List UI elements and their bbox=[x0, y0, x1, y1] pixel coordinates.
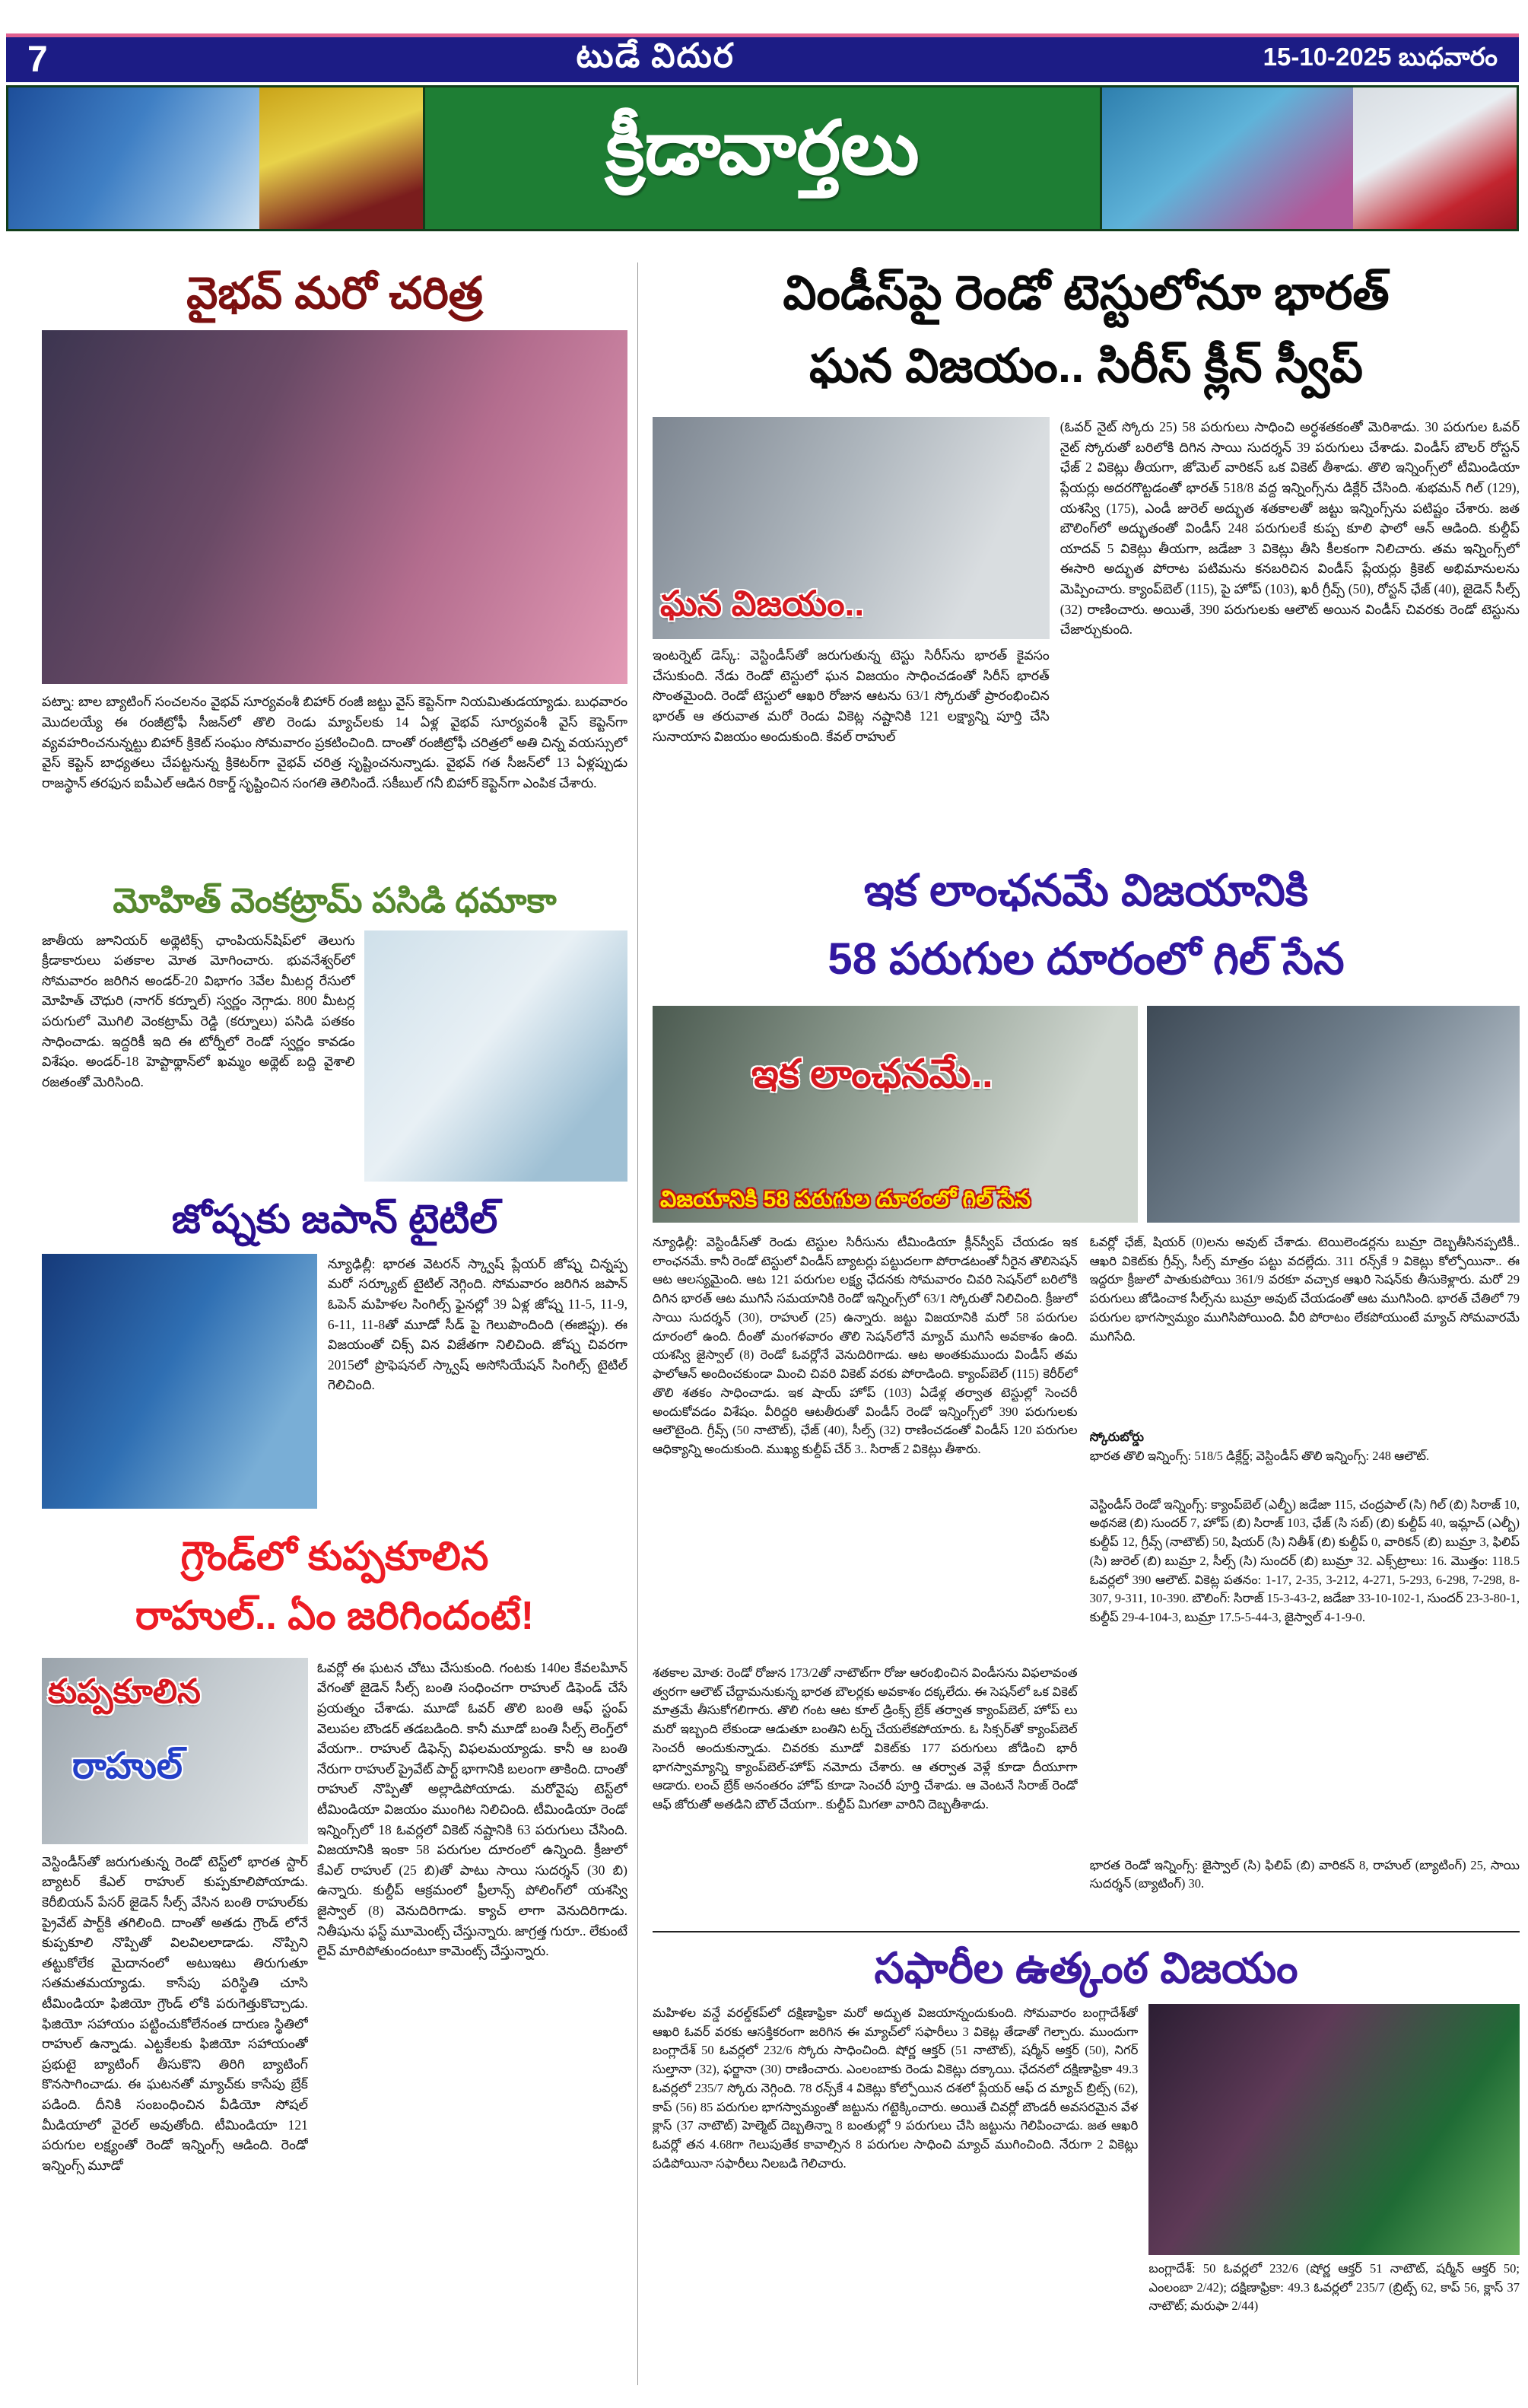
vaibhav-headline: వైభవ్ మరో చరిత్ర bbox=[186, 269, 483, 318]
gill-dressing-room-photo bbox=[1147, 1006, 1520, 1223]
vaibhav-body: పట్నా: బాల బ్యాటింగ్ సంచలనం వైభవ్ సూర్యవంశీ బిహార్ రంజీ జట్టు వైస్ కెప్టెన్‌గా నియమితుడయ్యాడు. బుధవారం మొదలయ్యే ఈ రంజీట్రోఫీ సీజన్‌లో తొలి రెండు మ్యాచ్‌లకు 14 ఏళ్ల వైభవ్ సూర్యవంశీ వైస్ కెప్టెన్‌గా వ్యవహరించనున్నట్టు బిహార్ క్రికెట్ సంఘం సోమవారం ప్రకటించింది. దాంతో రంజీట్రోఫీ చరిత్రలో అతి చిన్న వయస్సులో వైస్ కెప్టెన్ బాధ్యతలు చేపట్టనున్న క్రికెటర్‌గా వైభవ్ చరిత్ర సృష్టించనున్నాడు. వైభవ్ గత సీజన్‌లో 13 ఏళ్లప్పుడు రాజస్థాన్ తరఫున ఐపీఎల్ ఆడిన రికార్డ్ సృష్టించిన సంగతి తెలిసిందే. సకీబుల్ గనీ బిహార్ కెప్టెన్‌గా ఎంపిక చేశారు. bbox=[42, 694, 627, 790]
right-column-group bbox=[653, 257, 1520, 2331]
windies-photo-caption: ఘన విజయం.. bbox=[660, 584, 865, 624]
scoreboard-line3: భారత రెండో ఇన్నింగ్స్: జైస్వాల్ (సి) ఫిలిప్ (బి) వారికన్ 8, రాహుల్ (బ్యాటింగ్) 25, సాయి సుదర్శన్ (బ్యాటింగ్) 30. bbox=[1089, 1857, 1520, 1891]
windies-body-col2: (ఓవర్ నైట్ స్కోరు 25) 58 పరుగులు సాధించి అర్ధశతకంతో మెరిశాడు. 30 పరుగుల ఓవర్ నైట్ స్కోరుతో బరిలోకి దిగిన సాయి సుదర్శన్ 39 పరుగులు చేశాడు. విండీస్ బౌలర్ రోస్టన్ ఛేజ్ 2 వికెట్లు తీయగా, జోమెల్ వారికన్ ఒక వికెట్ తీశాడు. తొలి ఇన్నింగ్స్‌లో టీమిండియా ప్లేయర్లు అదరగొట్టడంతో భారత్ 518/8 వద్ద ఇన్నింగ్స్‌ను డిక్లేర్ చేసింది. శుభమన్ గిల్ (129), యశస్వి (175), ఎండీ జురెల్ అద్భుత శతకాలతో జట్టు ఇన్నింగ్స్‌ను పటిష్టం చేశారు. జత బౌలింగ్‌లో అద్భుతంతో విండీస్ 248 పరుగులకే కుప్ప కూలి ఫాలో ఆన్ ఆడింది. కుల్దీప్ యాదవ్ 5 వికెట్లు తీయగా, జడేజా 3 వికెట్లు తీసి కీలకంగా నిలిచారు. తమ ఇన్నింగ్స్‌లో ఈసారి అద్భుత పోరాట పటిమను కనబరిచిన విండీస్ ప్లేయర్లు క్రికెట్ అభిమానులను మెప్పించారు. క్యాంప్‌బెల్ (115), పై హోప్ (103), ఖరీ గ్రీవ్స్ (50), రోస్టన్ ఛేజ్ (40), జైడెన్ సీల్స్ (32) రాణించారు. అయితే, 390 పరుగులకు ఆలౌట్ అయిన విండీస్ చివరకు రెండో టెస్టును చేజార్చుకుంది. bbox=[1059, 419, 1520, 638]
india-team-walkback-photo bbox=[653, 1006, 1138, 1223]
rahul-photo bbox=[42, 1658, 308, 1844]
scoreboard-line2: వెస్టిండీస్ రెండో ఇన్నింగ్స్: క్యాంప్‌బెల్ (ఎల్బీ) జడేజా 115, చంద్రపాల్ (సి) గిల్ (బి) సిరాజ్ 10, అథనజె (బి) సుందర్ 7, హోప్ (బి) సిరాజ్ 103, ఛేజ్ (సి సబ్) (బి) కుల్దీప్ 40, ఇమ్లాచ్ (ఎల్బీ) కుల్దీప్ 12, గ్రీవ్స్ (నాటౌట్) 50, షియర్ (సి) నితీశ్ (బి) కుల్దీప్ 0, వారికన్ (బి) బుమ్రా 3, ఫిలిప్ (సి) జురెల్ (బి) బుమ్రా 2, సీల్స్ (సి) సుందర్ (బి) బుమ్రా 32. ఎక్స్‌ట్రాలు: 16. మొత్తం: 118.5 ఓవర్లలో 390 ఆలౌట్. వికెట్ల పతనం: 1-17, 2-35, 3-212, 4-271, 5-293, 6-298, 7-298, 8-307, 9-311, 10-390. బౌలింగ్: సిరాజ్ 15-3-43-2, జడేజా 33-10-102-1, సుందర్ 23-3-80-1, కుల్దీప్ 29-4-104-3, బుమ్రా 17.5-5-44-3, జైస్వాల్ 4-1-9-0. bbox=[1089, 1497, 1520, 1625]
safari-celebration-photo bbox=[1148, 2004, 1520, 2255]
mohith-body: జాతీయ జూనియర్ అథ్లెటిక్స్ ఛాంపియన్‌షిప్‌లో తెలుగు క్రీడాకారులు పతకాల మోత మోగించారు. భువనేశ్వర్‌లో సోమవారం జరిగిన అండర్-20 విభాగం 3వేల మీటర్ల రేసులో మోహిత్ చౌధురి (నాగర్ కర్నూల్) స్వర్ణం నెగ్గాడు. 800 మీటర్ల పరుగులో మొగిలి వెంకట్రామ్ రెడ్డి (కర్నూలు) పసిడి పతకం సాధించాడు. ఇద్దరికీ ఇది ఈ టోర్నీలో రెండో స్వర్ణం కావడం విశేషం. అండర్-18 హెప్టాథ్లాన్‌లో ఖమ్మం అథ్లెట్ బద్ది వైశాలి రజతంతో మెరిసింది. bbox=[42, 932, 355, 1089]
safari-headline: సఫారీల ఉత్కంఠ విజయం bbox=[874, 1943, 1298, 1992]
rahul-photo-overlay-line2: రాహుల్ bbox=[72, 1745, 183, 1786]
windies-headline-line1: విండీస్‌పై రెండో టెస్టులోనూ భారత్ bbox=[783, 267, 1390, 320]
joshna-body: న్యూఢిల్లీ: భారత వెటరన్ స్క్వాష్ ప్లేయర్ జోష్న చిన్నప్ప మరో సర్క్యూట్ టైటిల్ నెగ్గింది. సోమవారం జరిగిన జపాన్ ఓపెన్ మహిళల సింగిల్స్ ఫైనల్లో 39 ఏళ్ల జోష్న 11-5, 11-9, 6-11, 11-8తో మూడో సీడ్ పై గెలుపొందింది (ఈజిప్షు). ఈ విజయంతో చిక్స్ విన విజేతగా నిలిచింది. జోష్న చివరగా 2015లో ప్రొఫెషనల్ స్క్వాష్ అసోసియేషన్ సింగిల్స్ టైటిల్ గెలిచింది. bbox=[327, 1255, 627, 1393]
windies-headline bbox=[653, 257, 1520, 403]
windies-body-col1: ఇంటర్నెట్ డెస్క్: వెస్టిండీస్‌తో జరుగుతున్న టెస్టు సిరీస్‌ను భారత్ కైవసం చేసుకుంది. నేడు రెండో టెస్టులో ఘన విజయం సాధించడంతో సిరీస్ భారత్ సొంతమైంది. రెండో టెస్టులో ఆఖరి రోజున ఆటను 63/1 స్కోరుతో ప్రారంభించిన భారత్ ఆ తరువాత మరో రెండు వికెట్ల నష్టానికి 121 లక్ష్యాన్ని పూర్తి చేసి సునాయాస విజయం అందుకుంది. కేవల్ రాహుల్ bbox=[653, 647, 1050, 744]
gill-photo-caption-line2: విజయానికి 58 పరుగుల దూరంలో గిల్ సేన bbox=[660, 1186, 1031, 1212]
page-header bbox=[6, 33, 1519, 82]
gill-headline-line2: 58 పరుగుల దూరంలో గిల్ సేన bbox=[828, 934, 1345, 985]
kabaddi-court-photo bbox=[1102, 87, 1353, 229]
gill-headline-line1: ఇక లాంఛనమే విజయానికి bbox=[863, 866, 1309, 916]
sports-banner bbox=[6, 85, 1519, 231]
cricket-celebration-photo bbox=[8, 87, 259, 229]
vaibhav-photo bbox=[42, 330, 627, 684]
windies-headline-line2: ఘన విజయం.. సిరీస్ క్లీన్ స్వీప్ bbox=[808, 340, 1364, 393]
masthead-title: టుడే విదుర bbox=[576, 37, 735, 75]
gill-photo-caption-line1: ఇక లాంఛనమే.. bbox=[751, 1051, 993, 1096]
column-divider bbox=[637, 262, 638, 2385]
rahul-headline-line2: రాహుల్.. ఏం జరిగిందంటే! bbox=[135, 1593, 535, 1638]
joshna-headline: జోష్నకు జపాన్ టైటిల్ bbox=[171, 1197, 498, 1242]
mohith-headline: మోహిత్ వెంకట్రామ్ పసిడి ధమాకా bbox=[113, 881, 557, 921]
left-column bbox=[42, 268, 627, 2312]
batsmen-celebration-photo bbox=[653, 417, 1050, 639]
page-number: 7 bbox=[27, 40, 48, 80]
rahul-headline-line1: గ్రౌండ్‌లో కుప్పకూలిన bbox=[180, 1534, 489, 1579]
scoreboard-title: స్కోరుబోర్డు bbox=[1089, 1429, 1144, 1444]
scoreboard-line1: భారత తొలి ఇన్నింగ్స్: 518/5 డిక్లేర్డ్; వెస్టిండీస్ తొలి ఇన్నింగ్స్: 248 ఆలౌట్. bbox=[1089, 1448, 1430, 1463]
safari-body: మహిళల వన్డే వరల్డ్‌కప్‌లో దక్షిణాఫ్రికా మరో అద్భుత విజయాన్నందుకుంది. సోమవారం బంగ్లాదేశ్‌తో ఆఖరి ఓవర్ వరకు ఆసక్తికరంగా జరిగిన ఈ మ్యాచ్‌లో సఫారీలు 3 వికెట్ల తేడాతో గెల్చారు. ముందుగా బంగ్లాదేశ్ 50 ఓవర్లలో 232/6 స్కోరు సాధించింది. షోర్ణ ఆక్తర్ (51 నాటౌట్), షర్మీన్ అక్తర్ (50), నిగర్ సుల్తానా (32), ఫర్జానా (30) రాణించారు. ఎంలంబాకు రెండు వికెట్లు దక్కాయి. ఛేదనలో దక్షిణాఫ్రికా 49.3 ఓవర్లలో 235/7 స్కోరు నెగ్గింది. 78 రన్స్‌కే 4 వికెట్లు కోల్పోయిన దశలో ప్లేయర్ ఆఫ్ ద మ్యాచ్ బ్రిట్స్ (62), కాప్ (56) 85 పరుగుల భాగస్వామ్యంతో జట్టును గట్టెక్కించారు. అయితే చివర్లో బౌండరీ అవసరమైన వేళ క్లాస్ (37 నాటౌట్) హెల్మెట్ దెబ్బతిన్నా 8 బంతుల్లో 9 పరుగులు చేసి జట్టును గెలిపించాడు. జత ఆఖరి ఓవర్లో తన 4.68గా గెలుపుతేక కావాల్సిన 8 పరుగుల సాధించి మ్యాచ్ ముగించింది. నేరుగా 2 వికెట్లు పడిపోయినా సఫారీలు నిలబడి గెలిచారు. bbox=[653, 2005, 1139, 2171]
date-line: 15-10-2025 బుధవారం bbox=[1263, 42, 1498, 71]
safari-photo-caption: బంగ్లాదేశ్: 50 ఓవర్లలో 232/6 (షోర్ణ ఆక్తర్ 51 నాటౌట్, షర్మీన్ ఆక్తర్ 50; ఎంలంబా 2/42); దక్షిణాఫ్రికా: 49.3 ఓవర్లలో 235/7 (బ్రిట్స్ 62, కాప్ 56, క్లాస్ 37 నాటౌట్; మరుఫా 2/44) bbox=[1148, 2260, 1520, 2314]
gill-body-col3: ఓవర్లో ఛేజ్, షియర్ (0)లను అవుట్ చేశాడు. టెయిలెండర్లను బుమ్రా దెబ్బతీసినప్పటికీ.. ఆఖరి వికెట్‌కు గ్రీవ్స్, సీల్స్ మాత్రం పట్టు వదల్లేదు. 311 రన్స్‌కే 9 వికెట్లు కోల్పోయినా.. ఈ ఇద్దరూ క్రీజులో పాతుకుపోయి 361/9 వరకూ వచ్చాక ఆఖరి సెషన్‌కు తీసుకెళ్లారు. మరో 29 పరుగులు జోడించాక సీల్స్‌ను బుమ్రా అవుట్ చేయడంతో ఆట ముగిసింది. భారత్ చేతిలో 79 పరుగుల భాగస్వామ్యం ముగిసిపోయింది. వీరి పోరాటం లేకపోయుంటే మ్యాచ్ సోమవారమే ముగిసేది. bbox=[1089, 1234, 1520, 1344]
athletics-medalists-photo bbox=[364, 930, 628, 1182]
kabaddi-match-photo bbox=[259, 87, 423, 229]
rahul-body-col2: ఓవర్లో ఈ ఘటన చోటు చేసుకుంది. గంటకు 140ల కేవలపిూన్ వేగంతో జైడెన్ సీల్స్ బంతి సంధించగా రాహుల్ డిఫెండ్ చేసే ప్రయత్నం చేశాడు. మూడో ఓవర్ తొలి బంతి ఆఫ్ స్టంప్ వెలుపల బౌండర్ తడబడింది. కానీ మూడో బంతి సీల్స్ లెంగ్త్‌లో వేయగా.. రాహుల్ డిఫెన్స్ విఫలమయ్యాడు. కానీ ఆ బంతి నేరుగా రాహుల్ ప్రైవేట్ పార్ట్ భాగానికి బలంగా తాకింది. దాంతో రాహుల్ నొప్పితో అల్లాడిపోయాడు. మరోవైపు టెస్ట్‌లో టీమిండియా విజయం ముంగిట నిలిచింది. టీమిండియా రెండో ఇన్నింగ్స్‌లో 18 ఓవర్లలో వికెట్ నష్టానికి 63 పరుగులు చేసింది. విజయానికి ఇంకా 58 పరుగుల దూరంలో ఉన్నింది. క్రీజులో కేఎల్ రాహుల్ (25 బి)తో పాటు సాయి సుదర్శన్ (30 బి) ఉన్నారు. కుల్దీప్ ఆక్రమంలో ఫ్రీలాన్స్ పోలింగ్‌లో యశస్వి జైస్వాల్ (8) వెనుదిరిగాడు. క్యాచ్ లాగా వెనుదిరిగాడు. నితీషును ఫస్ట్ మూమెంట్స్ చేస్తున్నారు. జాగ్రత్త గురూ.. లేకుంటే లైవ్ మారిపోతుందంటూ కామెంట్స్ చేస్తున్నారు. bbox=[316, 1659, 627, 1959]
badminton-player-photo bbox=[1353, 87, 1517, 229]
banner-title: క్రీడావార్తలు bbox=[605, 108, 920, 190]
gill-body-col1: న్యూఢిల్లీ: వెస్టిండీస్‌తో రెండు టెస్టుల సిరీసును టీమిండియా క్లీన్‌స్వీప్ చేయడం ఇక లాంఛనమే. కానీ రెండో టెస్టులో విండీస్ బ్యాటర్లు పట్టుదలగా పోరాడటంతో నీరైన తొలిసెషన్ ఆట ఆలస్యమైంది. ఆట 121 పరుగుల లక్ష్య ఛేదనకు సోమవారం చివరి సెషన్‌లో బరిలోకి దిగిన భారత్ ఆట ముగిసే సమయానికి రెండో ఇన్నింగ్స్‌లో 63/1 స్కోరుతో నిలిచింది. క్రీజులో సాయి సుదర్శన్ (30), రాహుల్ (25) ఉన్నారు. జట్టు విజయానికి మరో 58 పరుగుల దూరంలో ఉంది. దీంతో మంగళవారం తొలి సెషన్‌లోనే మ్యాచ్ ముగిసే అవకాశం ఉంది. యశస్వి జైస్వాల్ (8) రెండో ఓవర్లోనే వెనుదిరిగాడు. ఆట అంతకుముందు విండీస్ తమ ఫాలోఆన్ అందించకుండా మించి చివరి వికెట్ వరకు పోరాడింది. క్యాంప్‌బెల్ (115) కెరీర్‌లో తొలి శతకం సాధించాడు. ఇక షాయ్ హోప్ (103) ఏడేళ్ల తర్వాత టెస్టుల్లో సెంచరీ అందుకోవడం విశేషం. వీరిద్దరి ఆటతీరుతో విండీస్ రెండో ఇన్నింగ్స్‌లో 390 పరుగులకు ఆలౌటైంది. గ్రీవ్స్ (50 నాటౌట్), ఛేజ్ (40), సీల్స్ (32) రాణించడంతో విండీస్ 120 పరుగుల ఆధిక్యాన్ని అందుకుంది. ముఖ్య కుల్దీప్ చేర్ 3.. సిరాజ్ 2 వికెట్లు తీశారు. bbox=[653, 1234, 1078, 1457]
banner-title-box bbox=[423, 87, 1102, 229]
rahul-body-col1: వెస్టిండీస్‌తో జరుగుతున్న రెండో టెస్ట్‌లో భారత స్టార్ బ్యాటర్ కేఎల్ రాహుల్ కుప్పకూలిపోయాడు. కెరీబియన్ పేసర్ జైడెన్ సీల్స్ వేసిన బంతి రాహుల్‌కు ప్రైవేట్ పార్ట్‌కి తగిలింది. దాంతో అతడు గ్రౌండ్ లోనే కుప్పకూలి నొప్పితో విలవిలలాడాడు. నొప్పిని తట్టుకోలేక మైదానంలో అటుఇటు తిరుగుతూ సతమతమయ్యాడు. కాసేపు పరిస్థితి చూసి టీమిండియా ఫిజియో గ్రౌండ్ లోకి పరుగెత్తుకొచ్చాడు. ఫిజియో సహాయం పట్టించుకోలేనంత దారుణ స్థితిలో రాహుల్ ఉన్నాడు. ఎట్టకేలకు ఫిజియో సహాయంతో ప్రభుటై బ్యాటింగ్ తీసుకొని తిరిగి బ్యాటింగ్ కొనసాగించాడు. ఈ ఘటనతో మ్యాచ్‌కు కాసేపు బ్రేక్ పడింది. దీనికి సంబంధించిన వీడియో సోషల్ మీడియాలో వైరల్ అవుతోంది. టీమిండియా 121 పరుగుల లక్ష్యంతో రెండో ఇన్నింగ్స్ ఆడింది. రెండో ఇన్నింగ్స్ మూడో bbox=[42, 1853, 308, 2173]
joshna-photo bbox=[42, 1254, 317, 1509]
rahul-photo-overlay-line1: కుప్పకూలిన bbox=[48, 1672, 201, 1710]
gill-body-col2: శతకాల మోత: రెండో రోజున 173/2తో నాటౌట్‌గా రోజు ఆరంభించిన విండీసను విఫలావంత త్వరగా ఆలౌట్ చేద్దామనుకున్న భారత బౌలర్లకు అవకాశం దక్కలేదు. ఈ సెషన్‌లో ఒక వికెట్ మాత్రమే తీసుకోగలిగారు. తొలి గంట ఆట కూల్ డ్రింక్స్ బ్రేక్ తర్వాత క్యాంప్‌బెల్, హోప్ లు మరో ఇబ్బంది లేకుండా ఆడుతూ బంతిని టర్న్ చేయలేకపోయారు. ఓ సిక్సర్‌తో క్యాంప్‌బెల్ సెంచరీ అందుకున్నాడు. చివరకు మూడో వికెట్‌కు 177 పరుగులు జోడించి భారీ భాగస్వామ్యాన్ని క్యాంప్‌బెల్-హోప్ నమోదు చేశారు. ఆ తర్వాత వెళ్లే కూడా దీయూగా ఆడారు. లంచ్ బ్రేక్ అనంతరం హోప్ కూడా సెంచరీ పూర్తి చేశాడు. ఆ వెంటనే సిరాజ్ రెండో ఆఫ్ జోరుతో అతడిని బౌల్ చేయగా.. కుల్దీప్ మిగతా వారిని దెబ్బతీశాడు. bbox=[653, 1665, 1078, 1812]
